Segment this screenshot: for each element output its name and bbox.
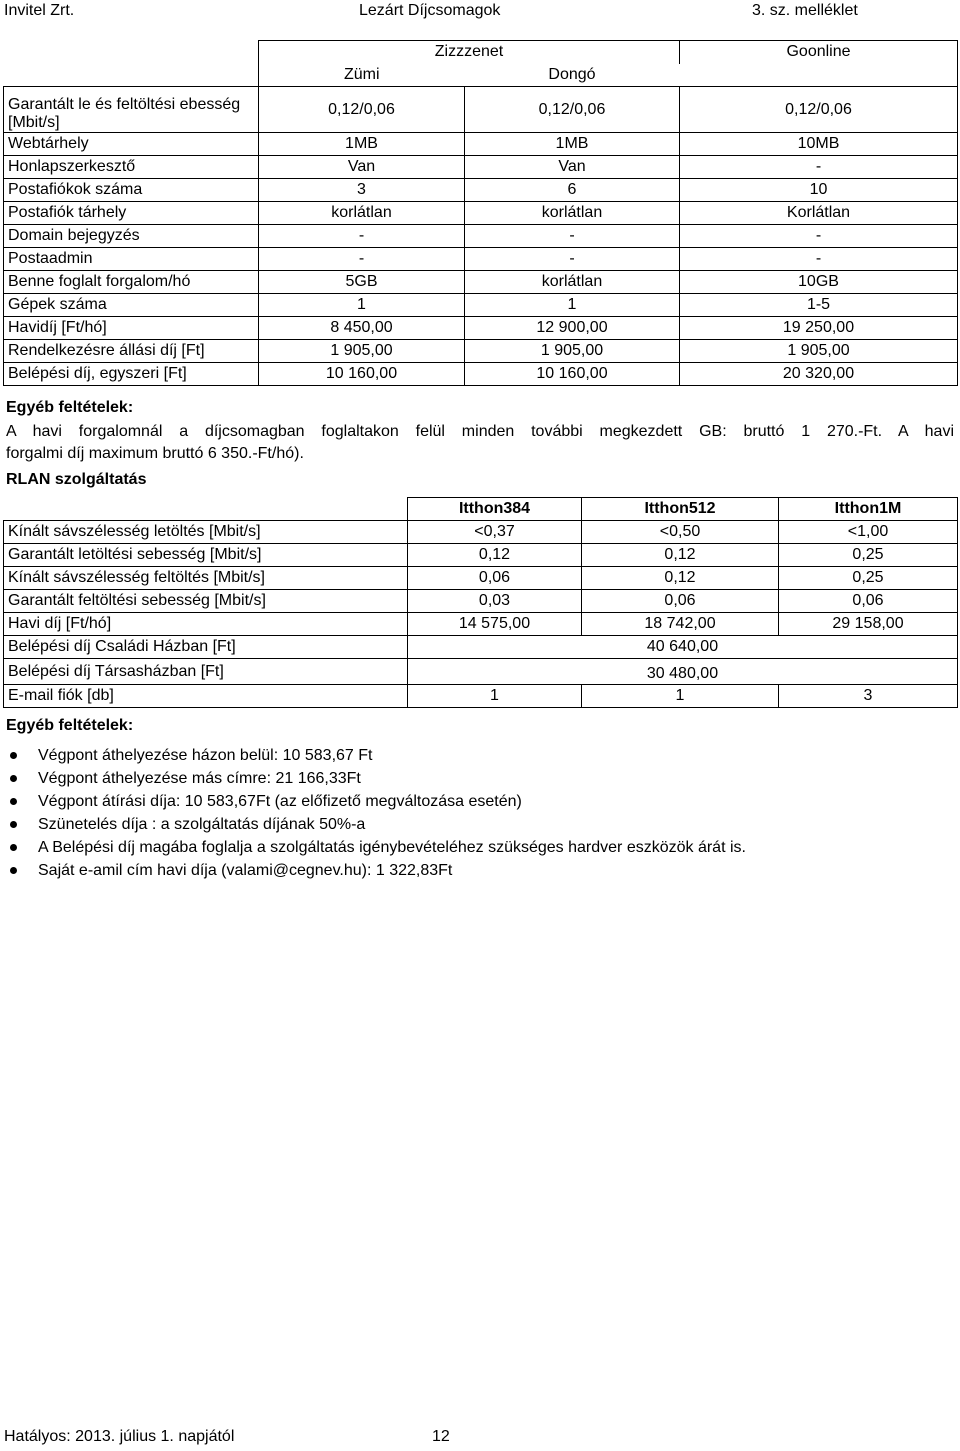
cell-value: <0,37	[408, 521, 582, 544]
cell-value: 0,12/0,06	[465, 87, 680, 133]
row-label: Belépési díj, egyszeri [Ft]	[4, 363, 259, 386]
group-header-zizzzenet: Zizzzenet	[259, 41, 680, 64]
table-row	[4, 133, 958, 156]
row-label: Postafiók tárhely	[4, 202, 259, 225]
cell-value: 10 160,00	[465, 363, 680, 386]
list-item: Végpont átírási díja: 10 583,67Ft (az előfizető megváltozása esetén)	[6, 790, 746, 813]
rlan-title: RLAN szolgáltatás	[6, 471, 147, 488]
cell-value: 1	[582, 685, 779, 708]
table-row	[4, 659, 958, 685]
cell-value: 1 905,00	[680, 340, 958, 363]
bullet-icon	[10, 798, 17, 805]
cell-value: 10 160,00	[259, 363, 465, 386]
table-row	[4, 317, 958, 340]
rlan-table	[3, 497, 958, 708]
cell-value: Korlátlan	[680, 202, 958, 225]
row-label: Postaadmin	[4, 248, 259, 271]
cell-value: 1	[465, 294, 680, 317]
package-table	[3, 40, 958, 386]
row-label: Gépek száma	[4, 294, 259, 317]
table-row	[4, 340, 958, 363]
row-label: Postafiókok száma	[4, 179, 259, 202]
cell-value: Van	[465, 156, 680, 179]
list-item: Saját e-amil cím havi díja (valami@cegnev.hu): 1 322,83Ft	[6, 859, 746, 882]
page-number: 12	[432, 1428, 450, 1445]
cell-value: 1 905,00	[465, 340, 680, 363]
cell-value: 19 250,00	[680, 317, 958, 340]
cell-value: 18 742,00	[582, 613, 779, 636]
footer-effective-date: Hatályos: 2013. július 1. napjától	[4, 1428, 235, 1445]
row-label: Havi díj [Ft/hó]	[4, 613, 408, 636]
row-label: Domain bejegyzés	[4, 225, 259, 248]
table-row	[4, 613, 958, 636]
cell-value: 12 900,00	[465, 317, 680, 340]
table-row	[4, 544, 958, 567]
column-header: Itthon1M	[779, 498, 958, 521]
other-terms-title: Egyéb feltételek:	[6, 399, 134, 416]
table-row	[4, 521, 958, 544]
list-item: Szünetelés díja : a szolgáltatás díjának 50%-a	[6, 813, 746, 836]
cell-value: 3	[259, 179, 465, 202]
bullet-icon	[10, 844, 17, 851]
paragraph-line: A havi forgalomnál a díjcsomagban foglaltakon felül minden további megkezdett GB: bruttó 1 270.-Ft. A havi	[6, 423, 954, 440]
table-row	[4, 363, 958, 386]
row-label: E-mail fiók [db]	[4, 685, 408, 708]
row-label: Kínált sávszélesség letöltés [Mbit/s]	[4, 521, 408, 544]
row-label: Belépési díj Családi Házban [Ft]	[4, 636, 408, 659]
cell-value: -	[680, 248, 958, 271]
list-item: A Belépési díj magába foglalja a szolgáltatás igénybevételéhez szükséges hardver eszközök árát is.	[6, 836, 746, 859]
table-row	[4, 567, 958, 590]
bullet-icon	[10, 775, 17, 782]
cell-value: 1-5	[680, 294, 958, 317]
cell-value: 10GB	[680, 271, 958, 294]
paragraph-line: forgalmi díj maximum bruttó 6 350.-Ft/hó).	[6, 445, 304, 462]
row-label: Webtárhely	[4, 133, 259, 156]
cell-value: -	[465, 248, 680, 271]
cell-value: 1MB	[259, 133, 465, 156]
cell-value: korlátlan	[465, 271, 680, 294]
cell-value: 5GB	[259, 271, 465, 294]
cell-value: 29 158,00	[779, 613, 958, 636]
other-terms-title-2: Egyéb feltételek:	[6, 717, 134, 734]
cell-value: 0,25	[779, 544, 958, 567]
cell-value: 3	[779, 685, 958, 708]
cell-value: 0,06	[582, 590, 779, 613]
table-header-row	[4, 498, 958, 521]
table-row	[4, 685, 958, 708]
cell-value: 1MB	[465, 133, 680, 156]
list-item: Végpont áthelyezése más címre: 21 166,33Ft	[6, 767, 746, 790]
cell-value: 14 575,00	[408, 613, 582, 636]
row-label: Rendelkezésre állási díj [Ft]	[4, 340, 259, 363]
cell-value: 1	[408, 685, 582, 708]
other-terms-paragraph	[6, 421, 954, 465]
header-title: Lezárt Díjcsomagok	[359, 2, 501, 19]
group-header-goonline: Goonline	[680, 41, 958, 64]
row-label: Benne foglalt forgalom/hó	[4, 271, 259, 294]
bullet-icon	[10, 867, 17, 874]
sub-header-dongo: Dongó	[548, 65, 596, 83]
cell-value: Van	[259, 156, 465, 179]
cell-value: 0,06	[779, 590, 958, 613]
table-row	[4, 248, 958, 271]
table-row	[4, 271, 958, 294]
header-annex: 3. sz. melléklet	[752, 2, 858, 19]
list-item: Végpont áthelyezése házon belül: 10 583,67 Ft	[6, 744, 746, 767]
cell-value: <1,00	[779, 521, 958, 544]
table-row	[4, 225, 958, 248]
cell-value: 6	[465, 179, 680, 202]
table-row	[4, 202, 958, 225]
row-label: Belépési díj Társasházban [Ft]	[4, 659, 408, 685]
cell-value: -	[680, 156, 958, 179]
cell-value: <0,50	[582, 521, 779, 544]
column-header: Itthon384	[408, 498, 582, 521]
table-row	[4, 294, 958, 317]
cell-value: 0,25	[779, 567, 958, 590]
table-row	[4, 636, 958, 659]
cell-value: 0,12	[582, 567, 779, 590]
cell-value: korlátlan	[465, 202, 680, 225]
cell-value: 10MB	[680, 133, 958, 156]
terms-list	[6, 744, 746, 882]
cell-value: -	[680, 225, 958, 248]
cell-value: korlátlan	[259, 202, 465, 225]
cell-value: 0,12	[408, 544, 582, 567]
table-row	[4, 179, 958, 202]
cell-value: 0,03	[408, 590, 582, 613]
cell-value: -	[259, 225, 465, 248]
cell-value: 20 320,00	[680, 363, 958, 386]
cell-value: 1	[259, 294, 465, 317]
cell-value: -	[465, 225, 680, 248]
bullet-icon	[10, 821, 17, 828]
row-label: Havidíj [Ft/hó]	[4, 317, 259, 340]
cell-value: 8 450,00	[259, 317, 465, 340]
cell-value: 0,06	[408, 567, 582, 590]
row-label: Garantált feltöltési sebesség [Mbit/s]	[4, 590, 408, 613]
cell-value: 10	[680, 179, 958, 202]
row-label: Kínált sávszélesség feltöltés [Mbit/s]	[4, 567, 408, 590]
header-company: Invitel Zrt.	[4, 2, 75, 19]
table-row	[4, 156, 958, 179]
cell-value: 1 905,00	[259, 340, 465, 363]
cell-value: 40 640,00	[408, 636, 958, 659]
bullet-icon	[10, 752, 17, 759]
column-header: Itthon512	[582, 498, 779, 521]
row-label: Garantált letöltési sebesség [Mbit/s]	[4, 544, 408, 567]
cell-value: 0,12/0,06	[680, 87, 958, 133]
row-label: Garantált le és feltöltési ebesség [Mbit/s]	[4, 87, 259, 133]
cell-value: 0,12	[582, 544, 779, 567]
sub-header-zumi: Zümi	[259, 64, 465, 87]
cell-value: 30 480,00	[408, 659, 958, 685]
row-label: Honlapszerkesztő	[4, 156, 259, 179]
cell-value: 0,12/0,06	[259, 87, 465, 133]
cell-value: -	[259, 248, 465, 271]
table-row	[4, 590, 958, 613]
